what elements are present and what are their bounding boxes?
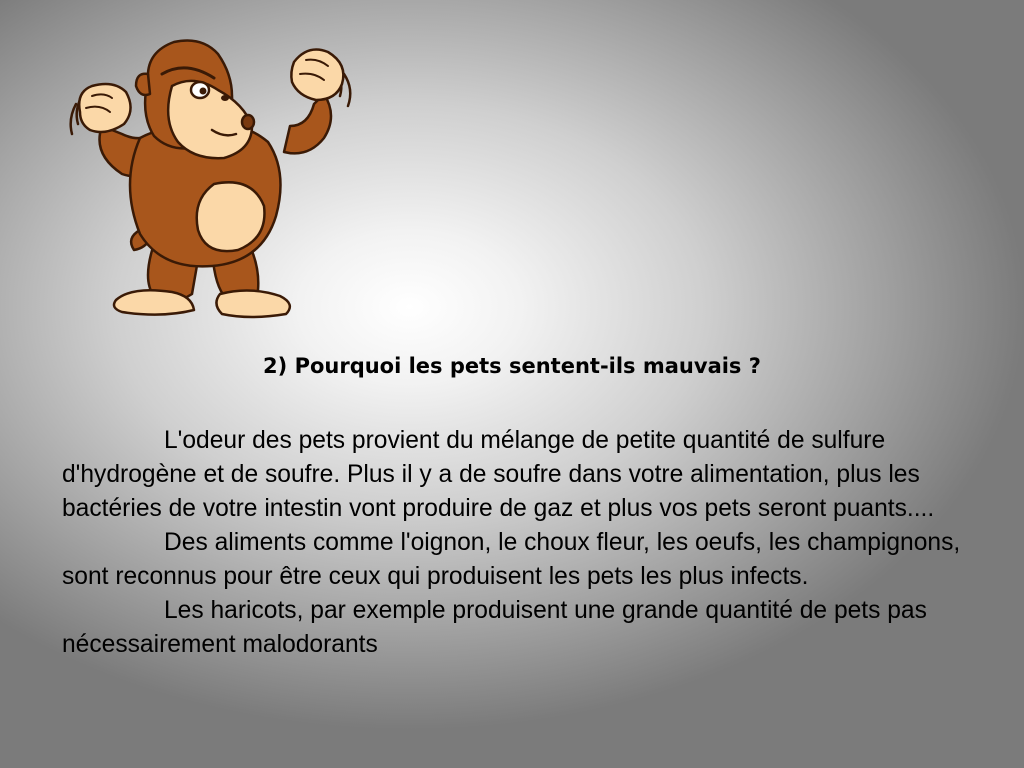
paragraph-2: Des aliments comme l'oignon, le choux fleur, les oeufs, les champignons, sont reconnus pour être ceux qui produisent les pets les plus infects. [62,529,961,590]
gorilla-illustration [62,34,362,322]
slide-heading: 2) Pourquoi les pets sentent-ils mauvais ? [263,354,761,378]
paragraph-1: L'odeur des pets provient du mélange de petite quantité de sulfure d'hydrogène et de soufre. Plus il y a de soufre dans votre alimentation, plus les bactéries de votre intestin vont produire de gaz et plus vos pets seront puants.... [62,427,935,522]
paragraph-3: Les haricots, par exemple produisent une grande quantité de pets pas nécessairement malodorants [62,597,927,658]
slide-body [62,424,972,662]
